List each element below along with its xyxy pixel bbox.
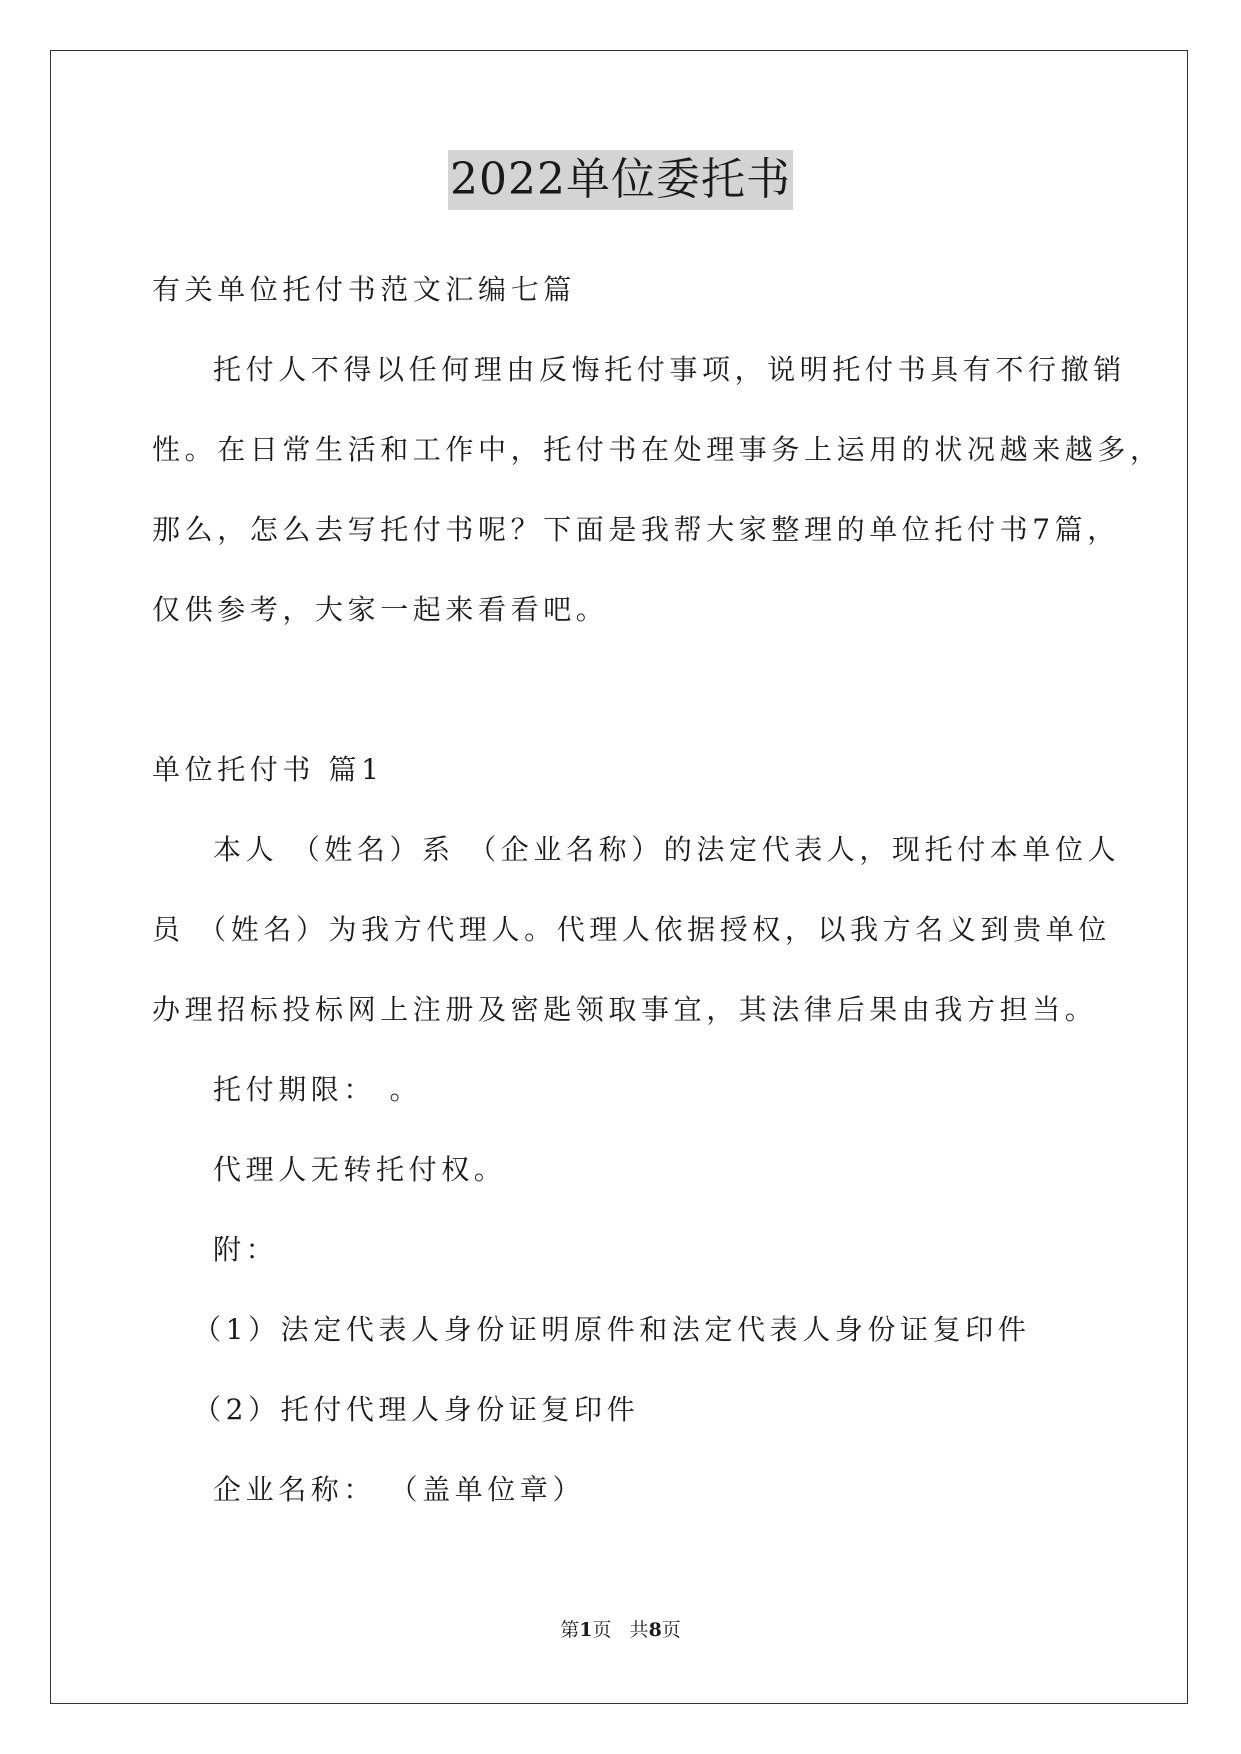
section-heading: 单位托付书 篇1 [152, 753, 384, 786]
document-subtitle: 有关单位托付书范文汇编七篇 [152, 273, 576, 306]
footer-total-pages: 8 [648, 1619, 662, 1641]
attachment-item: （2）托付代理人身份证复印件 [193, 1393, 640, 1426]
body-line-2: 员 （姓名）为我方代理人。代理人依据授权，以我方名义到贵单位 [152, 913, 1111, 946]
footer-current-page: 1 [579, 1619, 593, 1641]
body-line-1: 本人 （姓名）系 （企业名称）的法定代表人，现托付本单位人 [213, 833, 1121, 866]
page-footer [0, 1616, 1241, 1644]
attachment-item: （1）法定代表人身份证明原件和法定代表人身份证复印件 [193, 1313, 1031, 1346]
body-line-3: 办理招标投标网上注册及密匙领取事宜，其法律后果由我方担当。 [152, 993, 1098, 1026]
company-line: 企业名称： （盖单位章） [213, 1473, 586, 1506]
document-title: 2022单位委托书 [448, 150, 793, 210]
intro-line-4: 仅供参考，大家一起来看看吧。 [152, 593, 609, 626]
attachment-label: 附： [213, 1233, 279, 1266]
title-container [0, 150, 1241, 210]
intro-line-2: 性。在日常生活和工作中，托付书在处理事务上运用的状况越来越多， [152, 433, 1163, 466]
footer-suffix: 页 [661, 1619, 681, 1641]
term-line: 托付期限： 。 [213, 1073, 423, 1106]
intro-line-3: 那么，怎么去写托付书呢？下面是我帮大家整理的单位托付书7篇， [152, 513, 1120, 546]
footer-middle: 页 共 [592, 1619, 649, 1641]
no-transfer-line: 代理人无转托付权。 [213, 1153, 507, 1186]
footer-prefix: 第 [560, 1619, 580, 1641]
intro-line-1: 托付人不得以任何理由反悔托付事项，说明托付书具有不行撤销 [213, 353, 1126, 386]
